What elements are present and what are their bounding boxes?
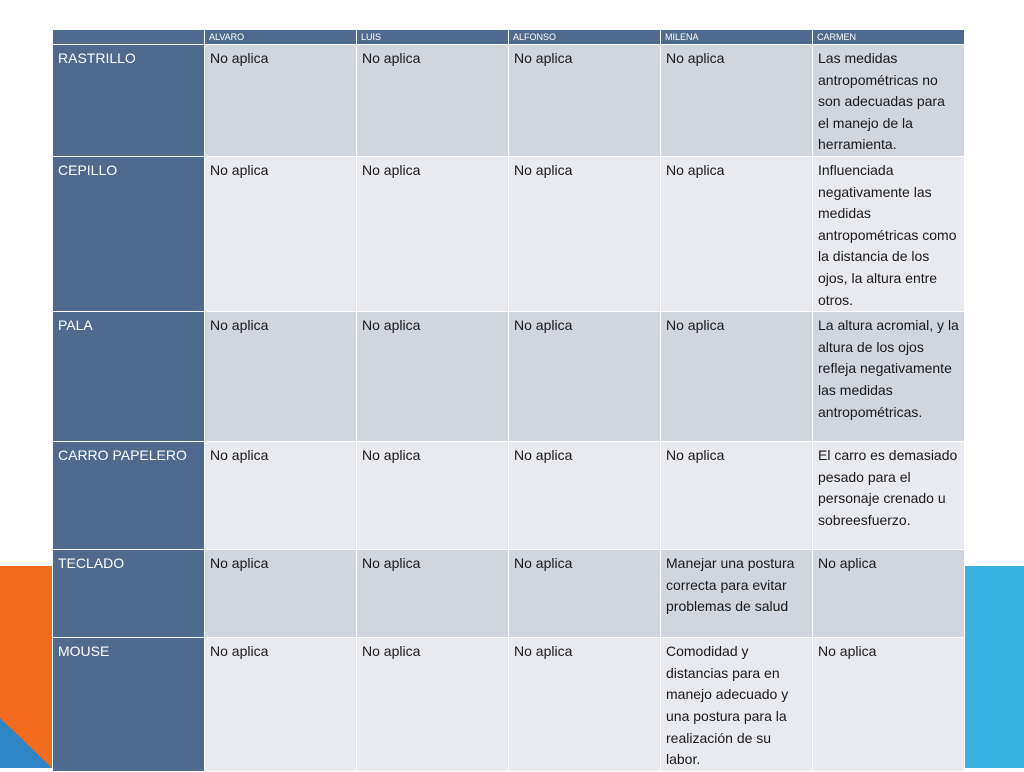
header-luis: LUIS [357, 30, 509, 45]
table-cell: No aplica [205, 156, 357, 311]
row-teclado [53, 550, 965, 638]
header-corner [53, 30, 205, 45]
row-pala [53, 312, 965, 442]
row-rastrillo [53, 45, 965, 157]
table-cell: No aplica [357, 312, 509, 442]
table-cell: No aplica [205, 45, 357, 157]
table-cell: La altura acromial, y la altura de los ojos refleja negativamente las medidas antropométricas. [813, 312, 965, 442]
table-cell: No aplica [509, 45, 661, 157]
table-cell: Comodidad y distancias para en manejo adecuado y una postura para la realización de su labor. [661, 638, 813, 772]
header-carmen: CARMEN [813, 30, 965, 45]
table-cell: No aplica [205, 312, 357, 442]
row-label: MOUSE [53, 638, 205, 772]
row-label: PALA [53, 312, 205, 442]
blue-accent-shape [964, 566, 1024, 768]
table-cell: No aplica [357, 638, 509, 772]
table-cell: No aplica [509, 638, 661, 772]
table-cell: Manejar una postura correcta para evitar problemas de salud [661, 550, 813, 638]
header-row [53, 30, 965, 45]
table-cell: No aplica [509, 156, 661, 311]
table-cell: No aplica [661, 45, 813, 157]
table-cell: No aplica [205, 638, 357, 772]
table-cell: No aplica [661, 312, 813, 442]
table-cell: Las medidas antropométricas no son adecuadas para el manejo de la herramienta. [813, 45, 965, 157]
blue-corner-triangle [0, 718, 52, 768]
evaluation-table [52, 29, 965, 772]
table-cell: No aplica [509, 442, 661, 550]
table-cell: No aplica [661, 442, 813, 550]
table-cell: No aplica [813, 638, 965, 772]
row-label: TECLADO [53, 550, 205, 638]
table-cell: No aplica [357, 442, 509, 550]
table-cell: Influenciada negativamente las medidas antropométricas como la distancia de los ojos, la altura entre otros. [813, 156, 965, 311]
row-label: CEPILLO [53, 156, 205, 311]
table-cell: No aplica [205, 442, 357, 550]
table-cell: No aplica [661, 156, 813, 311]
table-cell: No aplica [357, 156, 509, 311]
table-cell: No aplica [509, 312, 661, 442]
table-cell: No aplica [205, 550, 357, 638]
table-cell: No aplica [813, 550, 965, 638]
table-cell: No aplica [357, 45, 509, 157]
row-label: RASTRILLO [53, 45, 205, 157]
row-carro-papelero [53, 442, 965, 550]
table-cell: No aplica [509, 550, 661, 638]
header-alvaro: ALVARO [205, 30, 357, 45]
row-label: CARRO PAPELERO [53, 442, 205, 550]
header-alfonso: ALFONSO [509, 30, 661, 45]
table-cell: El carro es demasiado pesado para el personaje crenado u sobreesfuerzo. [813, 442, 965, 550]
table-cell: No aplica [357, 550, 509, 638]
row-mouse [53, 638, 965, 772]
header-milena: MILENA [661, 30, 813, 45]
row-cepillo [53, 156, 965, 311]
